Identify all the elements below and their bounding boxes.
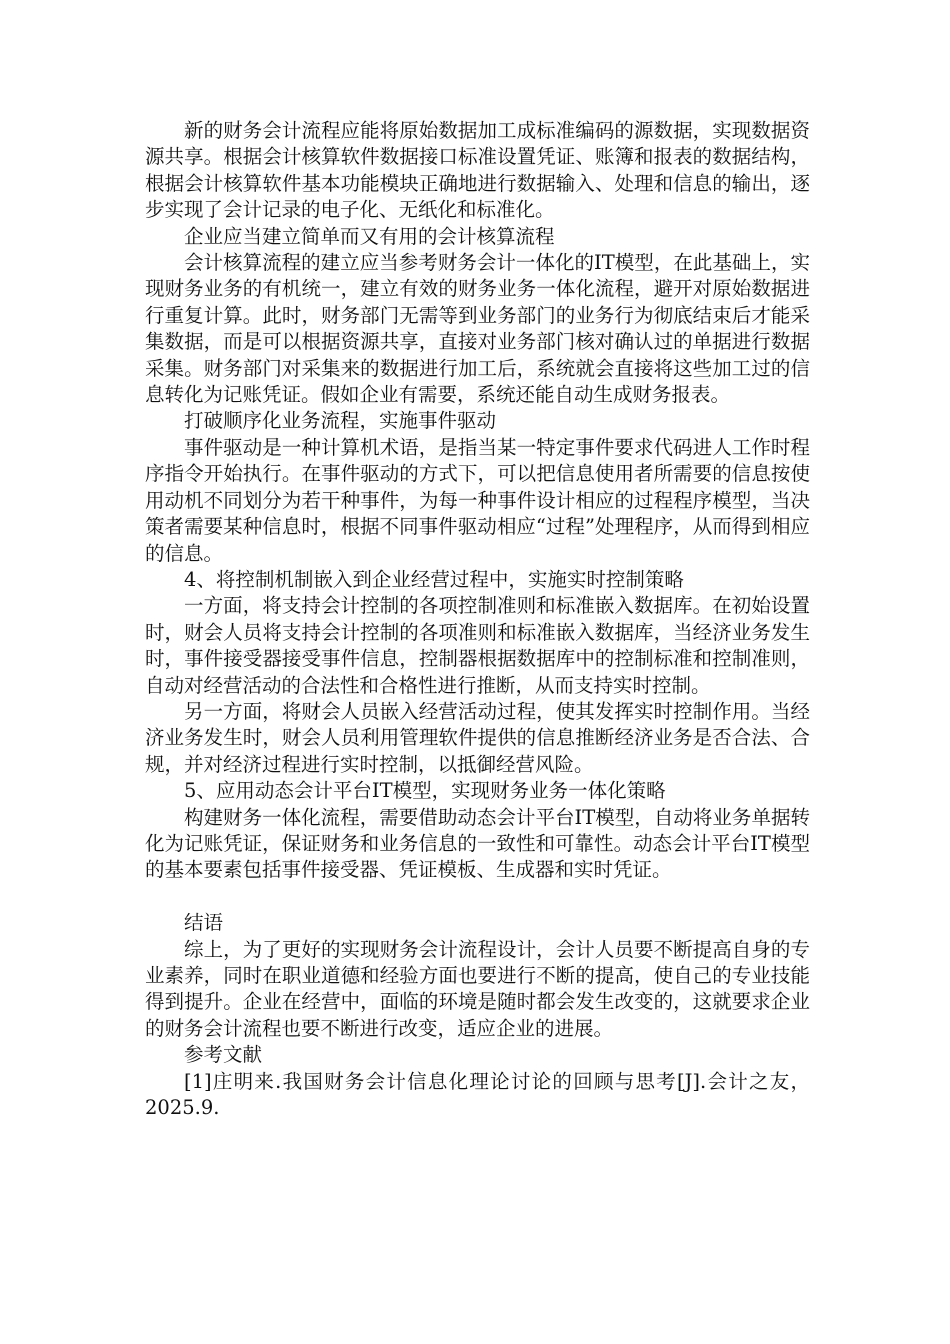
paragraph-control-database: 一方面，将支持会计控制的各项控制准则和标准嵌入数据库。在初始设置时，财会人员将支持会计控制的各项准则和标准嵌入数据库，当经济业务发生时，事件接受器接受事件信息，控制器根据数据库中的控制标准和控制准则，自动对经营活动的合法性和合格性进行推断，从而支持实时控制。 bbox=[145, 594, 810, 697]
heading-realtime-control: 4、将控制机制嵌入到企业经营过程中，实施实时控制策略 bbox=[184, 567, 684, 591]
reference-item: [1]庄明来.我国财务会计信息化理论讨论的回顾与思考[J].会计之友，2025.9. bbox=[145, 1069, 810, 1120]
paragraph-staff-embedding: 另一方面，将财会人员嵌入经营活动过程，使其发挥实时控制作用。当经济业务发生时，财会人员利用管理软件提供的信息推断经济业务是否合法、合规，并对经济过程进行实时控制，以抵御经营风险。 bbox=[145, 699, 810, 776]
heading-references: 参考文献 bbox=[184, 1043, 263, 1067]
paragraph-dynamic-platform: 构建财务一体化流程，需要借助动态会计平台IT模型，自动将业务单据转化为记账凭证，保证财务和业务信息的一致性和可靠性。动态会计平台IT模型的基本要素包括事件接受器、凭证模板、生成器和实时凭证。 bbox=[145, 805, 810, 882]
paragraph-conclusion: 综上，为了更好的实现财务会计流程设计，会计人员要不断提高自身的专业素养，同时在职业道德和经验方面也要进行不断的提高，使自己的专业技能得到提升。企业在经营中，面临的环境是随时都会发生改变的，这就要求企业的财务会计流程也要不断进行改变，适应企业的进展。 bbox=[145, 937, 810, 1040]
paragraph-accounting-process: 会计核算流程的建立应当参考财务会计一体化的IT模型，在此基础上，实现财务业务的有机统一，建立有效的财务业务一体化流程，避开对原始数据进行重复计算。此时，财务部门无需等到业务部门的业务行为彻底结束后才能采集数据，而是可以根据资源共享，直接对业务部门核对确认过的单据进行数据采集。财务部门对采集来的数据进行加工后，系统就会直接将这些加工过的信息转化为记账凭证。假如企业有需要，系统还能自动生成财务报表。 bbox=[145, 251, 810, 407]
paragraph-standard-data: 新的财务会计流程应能将原始数据加工成标准编码的源数据，实现数据资源共享。根据会计核算软件数据接口标准设置凭证、账簿和报表的数据结构，根据会计核算软件基本功能模块正确地进行数据输入、处理和信息的输出，逐步实现了会计记录的电子化、无纸化和标准化。 bbox=[145, 119, 810, 222]
heading-dynamic-platform: 5、应用动态会计平台IT模型，实现财务业务一体化策略 bbox=[184, 779, 666, 803]
heading-conclusion: 结语 bbox=[184, 911, 224, 935]
blank-line bbox=[145, 884, 810, 910]
document-body bbox=[145, 118, 810, 1121]
paragraph-event-driven: 事件驱动是一种计算机术语，是指当某一特定事件要求代码进人工作时程序指令开始执行。在事件驱动的方式下，可以把信息使用者所需要的信息按使用动机不同划分为若干种事件，为每一种事件设计相应的过程程序模型，当决策者需要某种信息时，根据不同事件驱动相应“过程”处理程序，从而得到相应的信息。 bbox=[145, 435, 810, 565]
heading-event-driven: 打破顺序化业务流程，实施事件驱动 bbox=[184, 409, 497, 433]
heading-simple-accounting-process: 企业应当建立简单而又有用的会计核算流程 bbox=[184, 224, 555, 248]
